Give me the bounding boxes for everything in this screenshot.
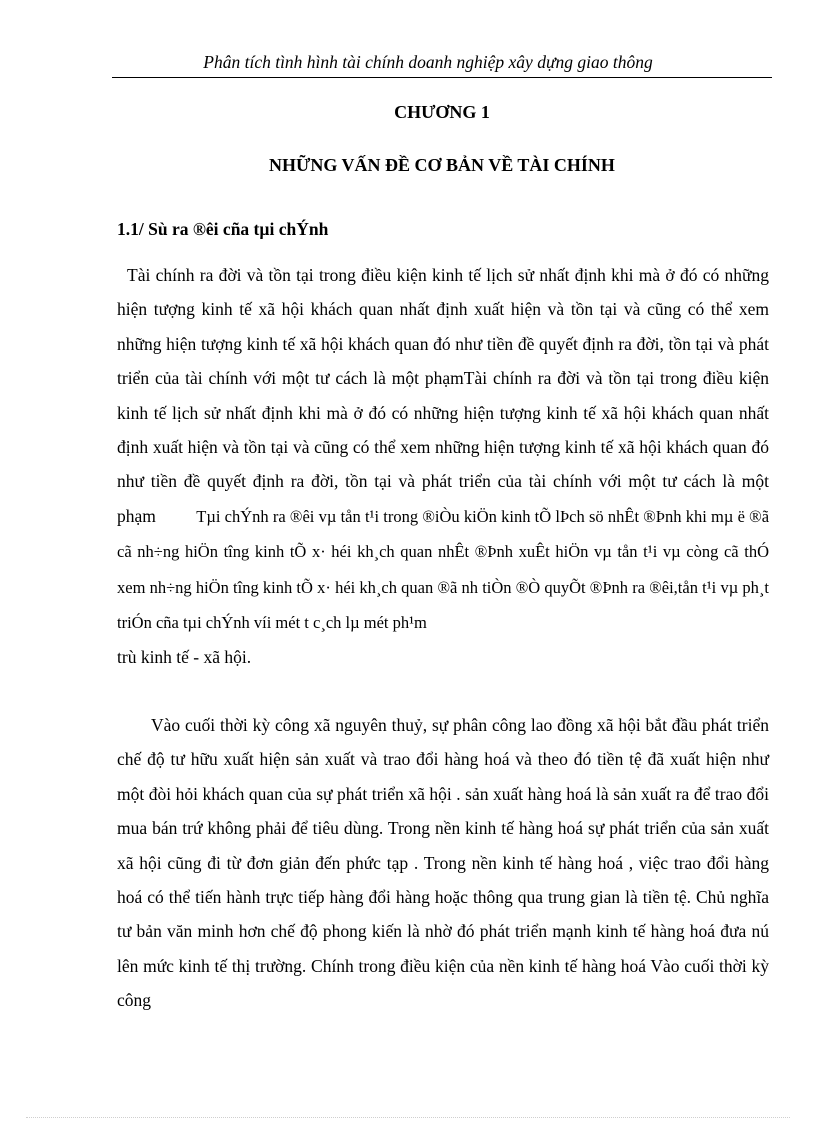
running-header: Phân tích tình hình tài chính doanh nghiệp xây dựng giao thông <box>203 52 653 72</box>
chapter-title: NHỮNG VẤN ĐỀ CƠ BẢN VỀ TÀI CHÍNH <box>269 155 615 175</box>
paragraph-1 <box>117 258 769 675</box>
header-divider <box>112 77 772 78</box>
chapter-number: CHƯƠNG 1 <box>394 102 490 122</box>
page-bottom-divider <box>26 1117 790 1118</box>
section-heading: 1.1/ Sù ra ®êi cña tµi chÝnh <box>117 219 329 239</box>
paragraph-1-encoded-text: Tµi chÝnh ra ®êi vµ tån t¹i trong ®iÒu kiÖn kinh tÕ lÞch sö nhÊt ®Þnh khi mµ ë ®ã cã nh÷ng hiÖn tîng kinh tÕ x· héi kh¸ch quan nhÊt ®Þnh xuÊt hiÖn vµ tån t¹i vµ còng cã thÓ xem nh÷ng hiÖn tîng kinh tÕ x· héi kh¸ch quan ®ã nh tiÒn ®Ò quyÕt ®Þnh ra ®êi,tån t¹i vµ ph¸t triÓn cña tµi chÝnh víi mét t c¸ch lµ mét ph¹m <box>117 506 770 633</box>
paragraph-1-tail: trù kinh tế - xã hội. <box>117 647 252 668</box>
paragraph-2: Vào cuối thời kỳ công xã nguyên thuỷ, sự phân công lao đồng xã hội bắt đầu phát triển chế độ tư hữu xuất hiện sản xuất và trao đổi hàng hoá và theo đó tiền tệ đã xuất hiện như một đòi hỏi khách quan của sự phát triển xã hội . sản xuất hàng hoá là sản xuất ra để trao đổi mua bán trứ không phải để tiêu dùng. Trong nền kinh tế hàng hoá sự phát triển của sản xuất xã hội cũng đi từ đơn giản đến phức tạp . Trong nền kinh tế hàng hoá , việc trao đổi hàng hoá có thể tiến hành trực tiếp hàng đổi hàng hoặc thông qua trung gian là tiền tệ. Chủ nghĩa tư bản văn minh hơn chế độ phong kiến là nhờ đó phát triển mạnh kinh tế hàng hoá đưa nú lên mức kinh tế thị trường. Chính trong điều kiện của nền kinh tế hàng hoá Vào cuối thời kỳ công <box>117 715 769 1011</box>
paragraph-1-text: Tài chính ra đời và tồn tại trong điều kiện kinh tế lịch sử nhất định khi mà ở đó có những hiện tượng kinh tế xã hội khách quan nhất định xuất hiện và tồn tại và cũng có thể xem những hiện tượng kinh tế xã hội khách quan đó như tiền đề quyết định ra đời, tồn tại và phát triển của tài chính với một tư cách là một phạmTài chính ra đời và tồn tại trong điều kiện kinh tế lịch sử nhất định khi mà ở đó có những hiện tượng kinh tế xã hội khách quan nhất định xuất hiện và tồn tại và cũng có thể xem những hiện tượng kinh tế xã hội khách quan đó như tiền đề quyết định ra đời, tồn tại và phát triển của tài chính với một tư cách là một phạm <box>117 265 769 526</box>
